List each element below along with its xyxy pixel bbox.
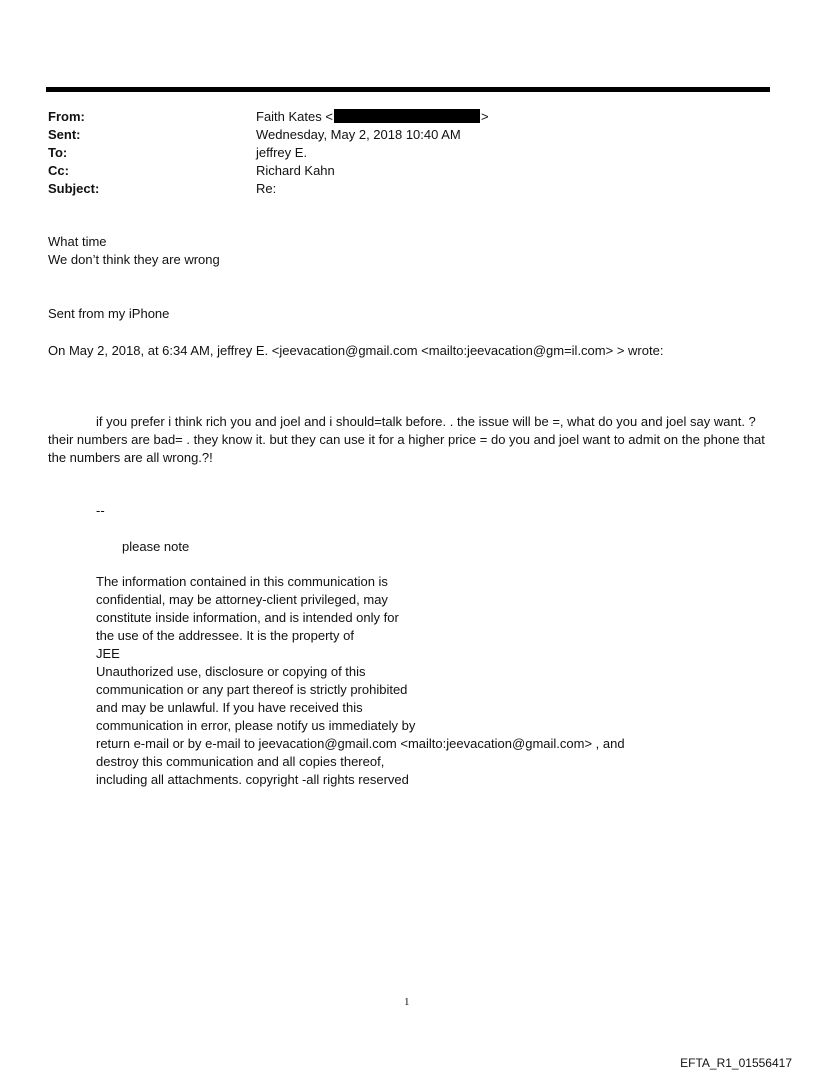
cc-label: Cc: <box>48 163 69 178</box>
header-rule <box>46 87 770 92</box>
sent-from-line: Sent from my iPhone <box>48 306 170 321</box>
body-line-2: We don’t think they are wrong <box>48 252 220 267</box>
quote-header: On May 2, 2018, at 6:34 AM, jeffrey E. <jeevacation@gmail.com <mailto:jeevacation@gm=il.com> > wrote: <box>48 343 664 358</box>
sent-row <box>48 126 748 144</box>
page-number: 1 <box>404 996 410 1008</box>
to-label: To: <box>48 145 68 160</box>
quoted-paragraph: if you prefer i think rich you and joel and i should=talk before. . the issue will be =, what do you and joel say want. ? their numbers are bad= . they know it. but they can use it for a higher price = do you and joel want to admit on the phone that the numbers are all wrong.?! <box>48 414 765 465</box>
disclaimer-line: confidential, may be attorney-client privileged, may <box>96 592 388 607</box>
signature-separator: -- <box>96 503 105 518</box>
sent-label: Sent: <box>48 127 81 142</box>
from-row <box>48 108 748 126</box>
subject-value: Re: <box>256 181 277 196</box>
cc-row <box>48 162 748 180</box>
disclaimer-line: return e-mail or by e-mail to jeevacation@gmail.com <mailto:jeevacation@gmail.com> , and <box>96 736 625 751</box>
sent-value: Wednesday, May 2, 2018 10:40 AM <box>256 127 461 142</box>
redaction-box <box>334 109 480 123</box>
from-name: Faith Kates < <box>256 109 333 124</box>
disclaimer-line: the use of the addressee. It is the property of <box>96 628 354 643</box>
disclaimer-line: constitute inside information, and is intended only for <box>96 610 399 625</box>
body-line-1: What time <box>48 234 107 249</box>
disclaimer-line: Unauthorized use, disclosure or copying of this <box>96 664 366 679</box>
disclaimer-line: including all attachments. copyright -all rights reserved <box>96 772 409 787</box>
from-close: > <box>480 109 489 124</box>
signature-note: please note <box>122 539 190 554</box>
from-label: From: <box>48 109 85 124</box>
subject-row <box>48 180 748 198</box>
document-id: EFTA_R1_01556417 <box>680 1056 792 1070</box>
disclaimer-line: and may be unlawful. If you have received this <box>96 700 363 715</box>
disclaimer-line: communication or any part thereof is strictly prohibited <box>96 682 408 697</box>
from-value <box>256 108 489 126</box>
to-value: jeffrey E. <box>256 145 308 160</box>
disclaimer-line: The information contained in this communication is <box>96 574 388 589</box>
disclaimer-line: destroy this communication and all copies thereof, <box>96 754 385 769</box>
signature-disclaimer <box>96 573 625 789</box>
to-row <box>48 144 748 162</box>
disclaimer-line: communication in error, please notify us immediately by <box>96 718 416 733</box>
subject-label: Subject: <box>48 181 100 196</box>
cc-value: Richard Kahn <box>256 163 335 178</box>
disclaimer-line: JEE <box>96 646 120 661</box>
email-header <box>48 108 748 198</box>
